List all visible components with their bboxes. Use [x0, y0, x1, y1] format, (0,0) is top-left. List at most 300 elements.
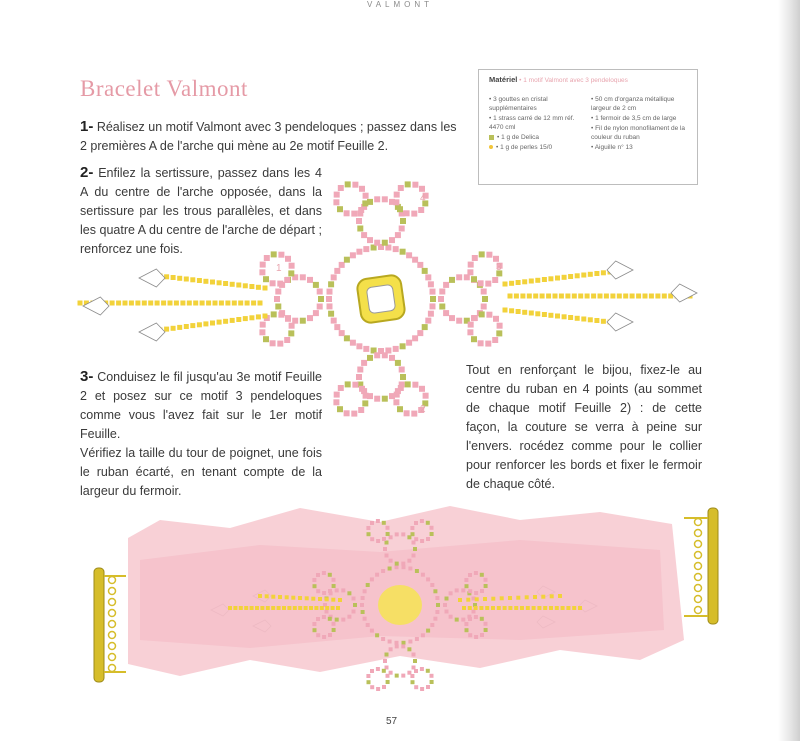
bead [461, 588, 465, 592]
bead [210, 321, 215, 326]
bead [466, 598, 470, 602]
materials-item: • 1 g de Delica [489, 133, 583, 142]
bead [249, 284, 254, 289]
bead [344, 210, 350, 216]
bead [508, 606, 512, 610]
bead [251, 301, 256, 306]
clasp-ring [695, 519, 702, 526]
bead [206, 301, 211, 306]
bead [351, 411, 357, 417]
bead [478, 280, 484, 286]
bead [363, 193, 369, 199]
bead [405, 381, 411, 387]
bead [256, 285, 261, 290]
bead [426, 577, 430, 581]
bead [461, 618, 465, 622]
bead [190, 277, 195, 282]
bead [388, 567, 392, 571]
bead [399, 367, 405, 373]
bead [468, 573, 472, 577]
crystal-drop-icon [139, 269, 165, 287]
bead [285, 316, 291, 322]
bead [430, 303, 436, 309]
bead [430, 532, 434, 536]
bead [245, 301, 250, 306]
bead [356, 249, 362, 255]
bead [430, 526, 434, 530]
clasp-ring [695, 585, 702, 592]
bead [381, 569, 385, 573]
bead [270, 340, 276, 346]
bead [462, 606, 466, 610]
bead [485, 281, 491, 287]
bead [352, 382, 358, 388]
bead [359, 186, 365, 192]
bead [520, 294, 525, 299]
bead [325, 610, 329, 614]
bead [468, 617, 472, 621]
bead [174, 301, 179, 306]
bead [327, 289, 333, 295]
bead [358, 407, 364, 413]
bead [233, 606, 237, 610]
bead [474, 571, 478, 575]
bead [341, 618, 345, 622]
bead [480, 573, 484, 577]
bead [361, 360, 367, 366]
bead [422, 268, 428, 274]
bead [398, 185, 404, 191]
page-number: 57 [386, 716, 398, 727]
bead [430, 289, 436, 295]
bead [404, 410, 410, 416]
bead [249, 315, 254, 320]
bead [455, 588, 459, 592]
bead [200, 301, 205, 306]
bead [352, 597, 356, 601]
bead [407, 647, 411, 651]
bead [312, 622, 316, 626]
bead [630, 294, 635, 299]
bead [382, 521, 386, 525]
bead [190, 323, 195, 328]
bead [388, 640, 392, 644]
bead [288, 330, 294, 336]
bead [493, 256, 499, 262]
bead [313, 310, 319, 316]
crystal-drop-icon [139, 323, 165, 341]
bead [238, 301, 243, 306]
materials-item: • Aiguille n° 13 [591, 144, 633, 151]
step-3-text-continued: Vérifiez la taille du tour de poignet, une fois le ruban écarté, en tenant compte de la largeur du fermoir. [80, 446, 322, 498]
bead [278, 252, 284, 258]
diagram-label-1: 1 [276, 263, 282, 274]
bead [376, 539, 380, 543]
bead [425, 318, 431, 324]
bead [520, 606, 524, 610]
bead [514, 606, 518, 610]
bead [398, 385, 404, 391]
bead [486, 252, 492, 258]
bead [328, 633, 332, 637]
bead [322, 571, 326, 575]
materials-subtitle: • 1 motif Valmont avec 3 pendeloques [519, 77, 628, 84]
bead [418, 207, 424, 213]
bead [411, 411, 417, 417]
bead [345, 381, 351, 387]
bead [492, 337, 498, 343]
step-1-number: 1- [80, 118, 94, 135]
bead [184, 324, 189, 329]
bead [316, 573, 320, 577]
bead [350, 252, 356, 258]
bead [382, 352, 388, 358]
bead [333, 399, 339, 405]
bead [213, 301, 218, 306]
bead [395, 674, 399, 678]
bead [370, 521, 374, 525]
bead [542, 312, 547, 317]
bead [445, 610, 449, 614]
bead [363, 393, 369, 399]
bead [344, 410, 350, 416]
bead [529, 279, 534, 284]
bead [581, 273, 586, 278]
bead [480, 633, 484, 637]
bead [383, 547, 387, 551]
bead [305, 596, 309, 600]
bead [311, 597, 315, 601]
bead [591, 294, 596, 299]
bead [393, 346, 399, 352]
clasp-ring [695, 563, 702, 570]
bead [285, 256, 291, 262]
bead [275, 304, 281, 310]
bead [263, 336, 269, 342]
bead [617, 294, 622, 299]
clasp-ring [695, 574, 702, 581]
bead [336, 606, 340, 610]
bead [423, 393, 429, 399]
bead [522, 310, 527, 315]
bead [465, 584, 469, 588]
bead [406, 252, 412, 258]
bead [478, 340, 484, 346]
bead [623, 294, 628, 299]
clasp-ring [109, 610, 116, 617]
bead [467, 269, 473, 275]
bead [485, 341, 491, 347]
bead [338, 598, 342, 602]
bead [382, 396, 388, 402]
bead [443, 310, 449, 316]
bead [496, 330, 502, 336]
bead [492, 277, 498, 283]
bead [529, 311, 534, 316]
bead [363, 617, 367, 621]
bead [236, 283, 241, 288]
bead [356, 218, 362, 224]
bead [468, 606, 472, 610]
bead [411, 211, 417, 217]
clasp-ring [109, 577, 116, 584]
bead [255, 606, 259, 610]
bead [401, 644, 405, 648]
bead [217, 280, 222, 285]
bead [435, 596, 439, 600]
bead [449, 315, 455, 321]
bead [318, 296, 324, 302]
bead [256, 314, 261, 319]
crystal-drop-icon [607, 313, 633, 331]
bead [389, 559, 393, 563]
bead [395, 532, 399, 536]
bead [356, 343, 362, 349]
bead [78, 301, 83, 306]
bead [366, 674, 370, 678]
bead [508, 294, 513, 299]
bead [263, 276, 269, 282]
bead [610, 294, 615, 299]
bead [553, 294, 558, 299]
bead [535, 311, 540, 316]
bead [565, 294, 570, 299]
bead [393, 246, 399, 252]
bead [415, 637, 419, 641]
bead [328, 281, 334, 287]
bead [264, 255, 270, 261]
bead [263, 286, 268, 291]
bead [110, 301, 115, 306]
bead [356, 374, 362, 380]
bead [277, 281, 283, 287]
bead [395, 232, 401, 238]
bead [386, 532, 390, 536]
bead [370, 537, 374, 541]
bead [263, 314, 268, 319]
clasp-ring [109, 599, 116, 606]
bead [259, 329, 265, 335]
bead [562, 275, 567, 280]
bead [352, 610, 356, 614]
bead [472, 255, 478, 261]
bead [516, 280, 521, 285]
bead [401, 562, 405, 566]
bead [244, 606, 248, 610]
bead [193, 301, 198, 306]
bead [484, 584, 488, 588]
bead [458, 598, 462, 602]
bead [575, 273, 580, 278]
bead [555, 314, 560, 319]
bead [322, 591, 326, 595]
bead [366, 526, 370, 530]
bead [271, 251, 277, 257]
bead [335, 588, 339, 592]
bead [508, 596, 512, 600]
bead [338, 185, 344, 191]
materials-item: • 50 cm d'organza métallique largeur de 2 cm [591, 96, 675, 112]
bead [284, 277, 290, 283]
bead [228, 606, 232, 610]
bead [382, 196, 388, 202]
bead [486, 312, 492, 318]
step-2-number: 2- [80, 164, 94, 181]
bead [479, 251, 485, 257]
bead [474, 635, 478, 639]
bead [397, 406, 403, 412]
bead [483, 597, 487, 601]
bead [375, 573, 379, 577]
bead [503, 282, 508, 287]
bead [484, 622, 488, 626]
bead [604, 294, 609, 299]
bead [367, 680, 371, 684]
clasp-ring [109, 588, 116, 595]
bead [164, 327, 169, 332]
bead [412, 382, 418, 388]
bead [555, 276, 560, 281]
bead [389, 355, 395, 361]
bead [649, 294, 654, 299]
clasp-ring [109, 643, 116, 650]
bead [370, 669, 374, 673]
bead [414, 521, 418, 525]
bead [455, 618, 459, 622]
bead [422, 324, 428, 330]
bead [363, 346, 369, 352]
bead [298, 596, 302, 600]
crystal-drop-icon [671, 284, 697, 302]
bead [382, 685, 386, 689]
bead [322, 615, 326, 619]
bead [203, 321, 208, 326]
clasp-ring [695, 607, 702, 614]
bead [338, 385, 344, 391]
bead [420, 687, 424, 691]
bead [386, 680, 390, 684]
materials-item: • 3 gouttes en cristal supplémentaires [489, 96, 548, 112]
bead [474, 606, 478, 610]
materials-item: • 1 fermoir de 3,5 cm de large [591, 115, 677, 122]
bead [402, 641, 406, 645]
bead [347, 615, 351, 619]
bead [332, 622, 336, 626]
bead [180, 301, 185, 306]
bead [410, 674, 414, 678]
bead [464, 578, 468, 582]
bead [361, 610, 365, 614]
bead [417, 262, 423, 268]
bead [367, 237, 373, 243]
step-1-text: Réalisez un motif Valmont avec 3 pendeloques ; passez dans les 2 premières A de l'arche qui mène au 2e motif Feuille 2. [80, 120, 457, 153]
bead [275, 289, 281, 295]
bead [412, 666, 416, 670]
bead [436, 603, 440, 607]
bead [467, 329, 473, 335]
bead [401, 532, 405, 536]
bead [217, 320, 222, 325]
bead [344, 257, 350, 263]
bead [414, 669, 418, 673]
bead [363, 246, 369, 252]
bead [300, 274, 306, 280]
bead [232, 301, 237, 306]
bead [366, 583, 370, 587]
bead [223, 281, 228, 286]
finished-rhinestone-icon [378, 585, 422, 625]
bead [443, 282, 449, 288]
bead [375, 633, 379, 637]
bead [407, 559, 411, 563]
bead [282, 606, 286, 610]
bead [359, 386, 365, 392]
bead [503, 308, 508, 313]
bead [243, 316, 248, 321]
bead [555, 606, 559, 610]
bead [481, 304, 487, 310]
bead [421, 633, 425, 637]
bead [334, 192, 340, 198]
diagram-label-2: 2 [420, 404, 426, 415]
bead [197, 322, 202, 327]
bead [532, 606, 536, 610]
bead [239, 606, 243, 610]
bead [414, 537, 418, 541]
bead [320, 606, 324, 610]
bead [430, 674, 434, 678]
bead [243, 283, 248, 288]
bead [219, 301, 224, 306]
bead [465, 628, 469, 632]
bead [406, 340, 412, 346]
bead [395, 644, 399, 648]
bead [327, 303, 333, 309]
bead [312, 578, 316, 582]
bead [430, 623, 434, 627]
bead [443, 603, 447, 607]
bead [578, 606, 582, 610]
bead [325, 606, 329, 610]
bead [516, 596, 520, 600]
bead [285, 595, 289, 599]
bead [171, 326, 176, 331]
bead [433, 589, 437, 593]
bead [395, 360, 401, 366]
bead [316, 589, 320, 593]
bead [289, 263, 295, 269]
bead [500, 596, 504, 600]
running-head: VALMONT [366, 0, 434, 9]
bead [491, 606, 495, 610]
bead [397, 206, 403, 212]
bead [471, 276, 477, 282]
finishing-instructions: Tout en renforçant le bijou, fixez-le au centre du ruban en 4 points (au sommet de chaque motif Feuille 2) : de cette façon, la couture se verra à peine sur l'envers. rocédez comme pour le collier pour renforcer les bords et fixer le fermoir de chaque côté. [466, 363, 702, 491]
bead [328, 617, 332, 621]
bead [313, 282, 319, 288]
bead [411, 532, 415, 536]
bead [594, 271, 599, 276]
bead [332, 578, 336, 582]
bead [236, 317, 241, 322]
bead [293, 606, 297, 610]
bead [177, 325, 182, 330]
bead [376, 519, 380, 523]
clasp-ring [695, 596, 702, 603]
bead [381, 637, 385, 641]
bead [456, 274, 462, 280]
bead [361, 596, 365, 600]
